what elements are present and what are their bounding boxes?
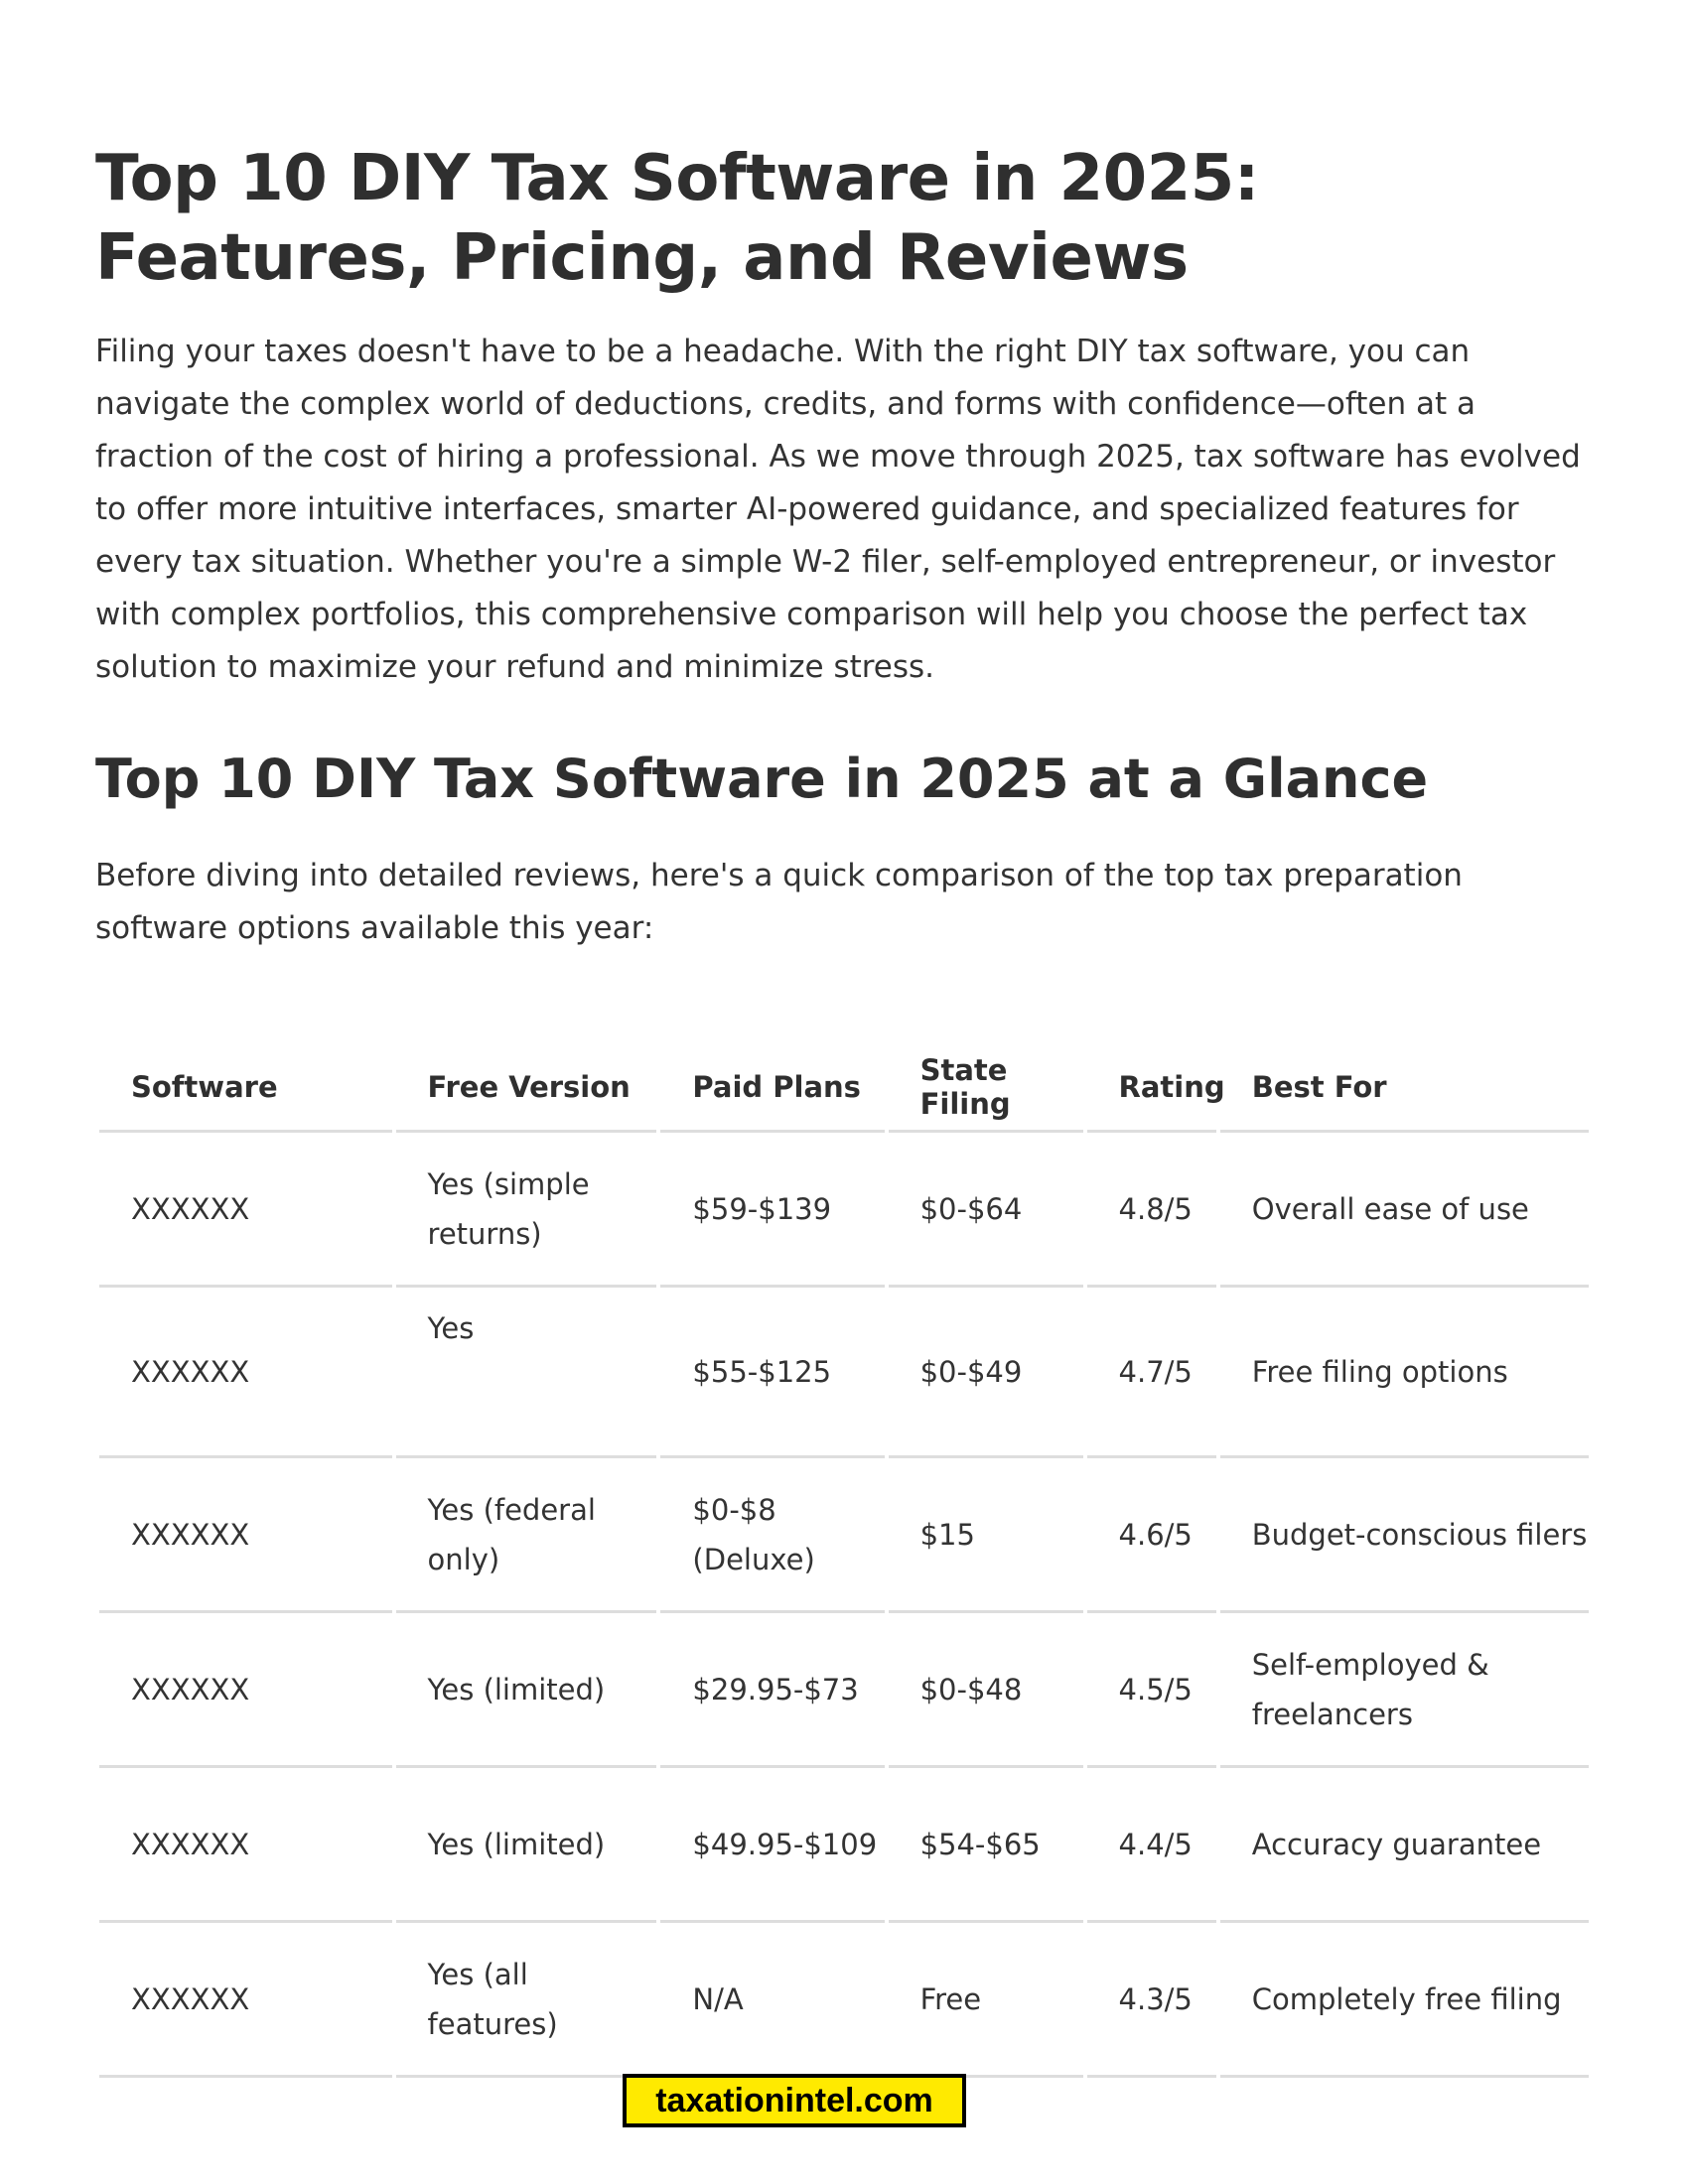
table-row bbox=[99, 1133, 1589, 1288]
comparison-table bbox=[95, 1044, 1593, 2078]
software-cell: XXXXXX bbox=[99, 1923, 392, 2078]
column-header: Paid Plans bbox=[660, 1044, 884, 1133]
paid-plans-cell: $49.95-$109 bbox=[660, 1768, 884, 1923]
free-version-cell: Yes (federal only) bbox=[396, 1458, 657, 1613]
column-header: Rating bbox=[1087, 1044, 1216, 1133]
free-version-cell: Yes (all features) bbox=[396, 1923, 657, 2078]
best-for-cell: Self-employed & freelancers bbox=[1220, 1613, 1589, 1768]
paid-plans-cell: $0-$8 (Deluxe) bbox=[660, 1458, 884, 1613]
table-row bbox=[99, 1613, 1589, 1768]
site-watermark-badge: taxationintel.com bbox=[623, 2074, 966, 2127]
state-filing-cell: $15 bbox=[889, 1458, 1083, 1613]
software-cell: XXXXXX bbox=[99, 1613, 392, 1768]
best-for-cell: Accuracy guarantee bbox=[1220, 1768, 1589, 1923]
table-row bbox=[99, 1768, 1589, 1923]
table-row bbox=[99, 1288, 1589, 1458]
paid-plans-cell: $29.95-$73 bbox=[660, 1613, 884, 1768]
rating-cell: 4.8/5 bbox=[1087, 1133, 1216, 1288]
best-for-cell: Completely free filing bbox=[1220, 1923, 1589, 2078]
free-version-cell: Yes (limited) bbox=[396, 1768, 657, 1923]
rating-cell: 4.7/5 bbox=[1087, 1288, 1216, 1458]
section-heading: Top 10 DIY Tax Software in 2025 at a Glance bbox=[95, 748, 1429, 810]
free-version-cell: Yes (limited) bbox=[396, 1613, 657, 1768]
rating-cell: 4.5/5 bbox=[1087, 1613, 1216, 1768]
software-cell: XXXXXX bbox=[99, 1768, 392, 1923]
rating-cell: 4.3/5 bbox=[1087, 1923, 1216, 2078]
software-cell: XXXXXX bbox=[99, 1458, 392, 1613]
intro-paragraph: Filing your taxes doesn't have to be a headache. With the right DIY tax software, you can navigate the complex world of deductions, credits, and forms with confidence—often at a fraction of the cost of hiring a professional. As we move through 2025, tax software has evolved to offer more intuitive interfaces, smarter AI-powered guidance, and specialized features for every tax situation. Whether you're a simple W-2 filer, self-employed entrepreneur, or investor with complex portfolios, this comprehensive comparison will help you choose the perfect tax solution to maximize your refund and minimize stress. bbox=[95, 334, 1581, 685]
software-cell: XXXXXX bbox=[99, 1288, 392, 1458]
column-header: Free Version bbox=[396, 1044, 657, 1133]
table-header-row bbox=[99, 1044, 1589, 1133]
section-lead: Before diving into detailed reviews, here's a quick comparison of the top tax preparation software options available this year: bbox=[95, 858, 1463, 946]
table-row bbox=[99, 1923, 1589, 2078]
software-cell: XXXXXX bbox=[99, 1133, 392, 1288]
state-filing-cell: $54-$65 bbox=[889, 1768, 1083, 1923]
rating-cell: 4.6/5 bbox=[1087, 1458, 1216, 1613]
state-filing-cell: $0-$49 bbox=[889, 1288, 1083, 1458]
state-filing-cell: $0-$48 bbox=[889, 1613, 1083, 1768]
rating-cell: 4.4/5 bbox=[1087, 1768, 1216, 1923]
free-version-cell: Yes (simple returns) bbox=[396, 1133, 657, 1288]
column-header: Best For bbox=[1220, 1044, 1589, 1133]
state-filing-cell: Free bbox=[889, 1923, 1083, 2078]
paid-plans-cell: N/A bbox=[660, 1923, 884, 2078]
page-title: Top 10 DIY Tax Software in 2025: Features, Pricing, and Reviews bbox=[95, 142, 1259, 295]
best-for-cell: Overall ease of use bbox=[1220, 1133, 1589, 1288]
table-row bbox=[99, 1458, 1589, 1613]
column-header: Software bbox=[99, 1044, 392, 1133]
free-version-cell: Yes bbox=[396, 1288, 657, 1458]
state-filing-cell: $0-$64 bbox=[889, 1133, 1083, 1288]
best-for-cell: Budget-conscious filers bbox=[1220, 1458, 1589, 1613]
column-header: State Filing bbox=[889, 1044, 1083, 1133]
paid-plans-cell: $59-$139 bbox=[660, 1133, 884, 1288]
best-for-cell: Free filing options bbox=[1220, 1288, 1589, 1458]
paid-plans-cell: $55-$125 bbox=[660, 1288, 884, 1458]
